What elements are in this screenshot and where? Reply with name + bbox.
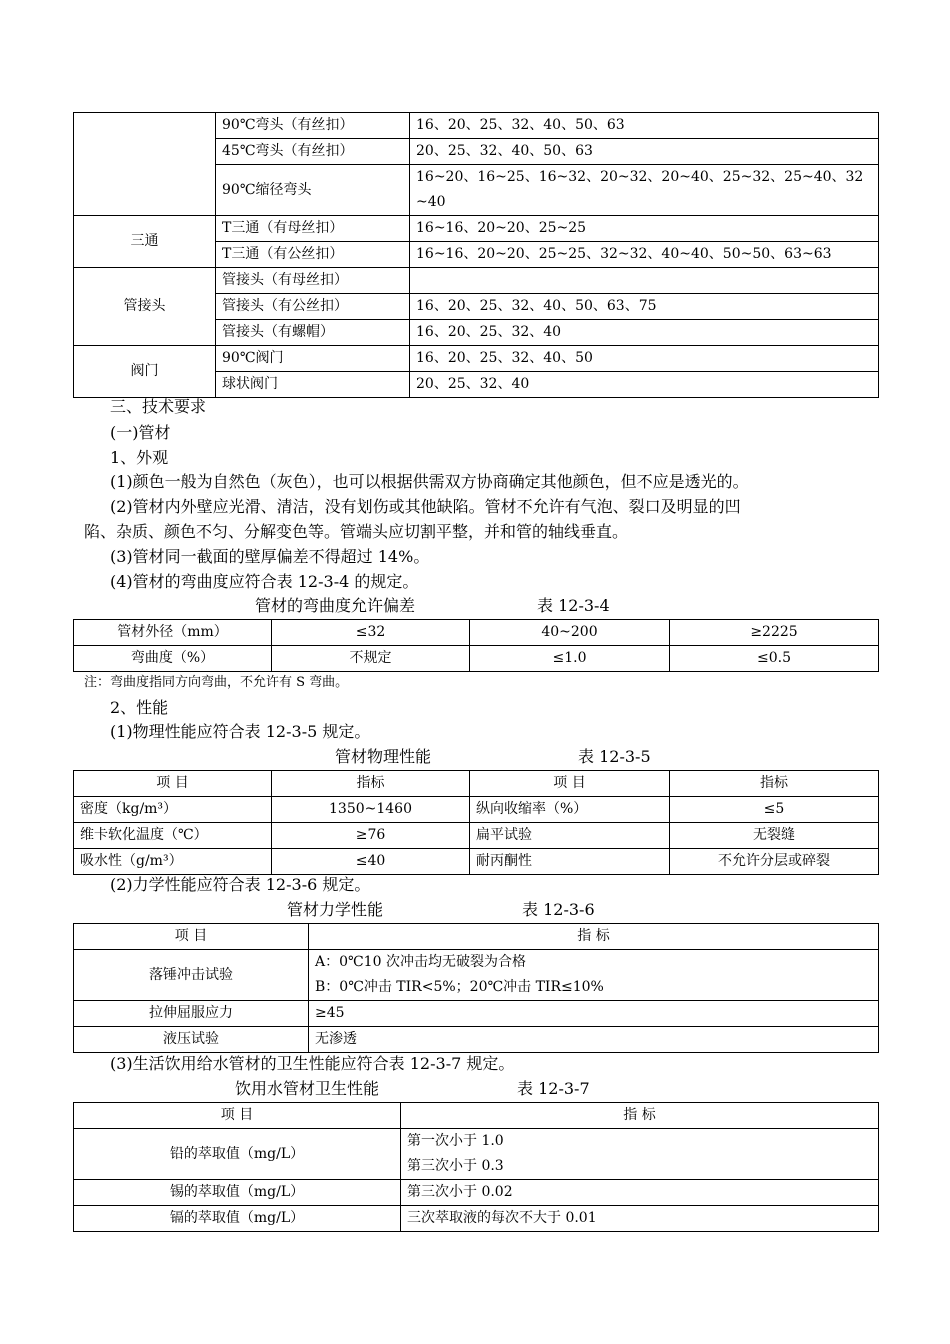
table-row <box>74 924 879 950</box>
table-cell: 1350~1460 <box>272 797 470 823</box>
paragraph: (2)管材内外壁应光滑、清洁，没有划伤或其他缺陷。管材不允许有气泡、裂口及明显的凹 <box>110 497 741 516</box>
table-cell: 不允许分层或碎裂 <box>670 849 879 875</box>
table-cell: 三次萃取液的每次不大于 0.01 <box>401 1206 879 1232</box>
table-cell: 无裂缝 <box>670 823 879 849</box>
header-cell: 项 目 <box>74 924 309 950</box>
table-number: 表 12-3-7 <box>517 1079 590 1098</box>
header-cell: 指标 <box>272 771 470 797</box>
table-cell: 第三次小于 0.02 <box>401 1180 879 1206</box>
table-row <box>74 1103 879 1129</box>
table-cell: ≤0.5 <box>670 646 879 672</box>
table-caption: 管材力学性能 <box>287 900 384 919</box>
table-cell <box>401 1129 879 1180</box>
table-cell: 无渗透 <box>309 1027 879 1053</box>
fitting-spec: 16~20、16~25、16~32、20~32、20~40、25~32、25~40、32~40 <box>410 165 879 216</box>
category-tee: 三通 <box>74 216 216 268</box>
header-cell: ≤32 <box>272 620 470 646</box>
table-caption: 管材的弯曲度允许偏差 <box>255 596 416 615</box>
table-row <box>74 620 879 646</box>
lead-first: 第一次小于 1.0 <box>407 1133 504 1149</box>
fitting-name: 90℃缩径弯头 <box>216 165 410 216</box>
table-number: 表 12-3-5 <box>578 747 651 766</box>
table-cell: ≥45 <box>309 1001 879 1027</box>
table-cell: 纵向收缩率（%） <box>470 797 670 823</box>
fitting-spec: 16、20、25、32、40、50、63、75 <box>410 294 879 320</box>
fitting-spec <box>410 268 879 294</box>
paragraph: (3)管材同一截面的壁厚偏差不得超过 14%。 <box>110 547 430 566</box>
table-cell: 落锤冲击试验 <box>74 950 309 1001</box>
table-cell: 拉伸屈服应力 <box>74 1001 309 1027</box>
fitting-name: T三通（有公丝扣） <box>216 242 410 268</box>
fittings-table <box>73 112 879 398</box>
fitting-spec: 16、20、25、32、40 <box>410 320 879 346</box>
table-caption: 管材物理性能 <box>335 747 432 766</box>
paragraph: (3)生活饮用给水管材的卫生性能应符合表 12-3-7 规定。 <box>110 1054 515 1073</box>
header-cell: 指 标 <box>309 924 879 950</box>
fitting-spec: 16~16、20~20、25~25 <box>410 216 879 242</box>
table-row <box>74 1206 879 1232</box>
table-cell: 锡的萃取值（mg/L） <box>74 1180 401 1206</box>
table-number: 表 12-3-6 <box>522 900 595 919</box>
table-cell: ≤40 <box>272 849 470 875</box>
table-cell: 扁平试验 <box>470 823 670 849</box>
table-cell: ≥76 <box>272 823 470 849</box>
fitting-spec: 16、20、25、32、40、50、63 <box>410 113 879 139</box>
section-heading: 三、技术要求 <box>110 397 207 416</box>
table-number: 表 12-3-4 <box>537 596 610 615</box>
table-row <box>74 113 879 139</box>
category-valve: 阀门 <box>74 346 216 398</box>
header-cell: ≥2225 <box>670 620 879 646</box>
paragraph: (2)力学性能应符合表 12-3-6 规定。 <box>110 875 371 894</box>
fitting-name: 45℃弯头（有丝扣） <box>216 139 410 165</box>
table-row <box>74 849 879 875</box>
drop-test-b: B：0℃冲击 TIR<5%；20℃冲击 TIR≤10% <box>315 979 604 995</box>
table-caption: 饮用水管材卫生性能 <box>235 1079 380 1098</box>
paragraph: 陷、杂质、颜色不匀、分解变色等。管端头应切割平整，并和管的轴线垂直。 <box>84 522 629 541</box>
table-cell: 吸水性（g/m³） <box>74 849 272 875</box>
paragraph: (1)物理性能应符合表 12-3-5 规定。 <box>110 722 371 741</box>
header-cell: 管材外径（mm） <box>74 620 272 646</box>
table-row <box>74 1180 879 1206</box>
lead-third: 第三次小于 0.3 <box>407 1158 504 1174</box>
fitting-name: 管接头（有母丝扣） <box>216 268 410 294</box>
fitting-name: 90℃弯头（有丝扣） <box>216 113 410 139</box>
item-heading: 1、外观 <box>110 448 169 467</box>
header-cell: 项 目 <box>74 1103 401 1129</box>
table-cell <box>309 950 879 1001</box>
table-row <box>74 268 879 294</box>
header-cell: 指标 <box>670 771 879 797</box>
header-cell: 项 目 <box>470 771 670 797</box>
hygiene-properties-table <box>73 1102 879 1232</box>
fitting-name: 90℃阀门 <box>216 346 410 372</box>
drop-test-a: A：0℃10 次冲击均无破裂为合格 <box>315 954 526 970</box>
header-cell: 40~200 <box>470 620 670 646</box>
table-cell: 维卡软化温度（℃） <box>74 823 272 849</box>
physical-properties-table <box>73 770 879 875</box>
category-cell-empty <box>74 113 216 216</box>
paragraph: (1)颜色一般为自然色（灰色），也可以根据供需双方协商确定其他颜色，但不应是透光的。 <box>110 472 749 491</box>
table-row <box>74 346 879 372</box>
item-heading: 2、性能 <box>110 698 169 717</box>
table-cell: 弯曲度（%） <box>74 646 272 672</box>
table-cell: 密度（kg/m³） <box>74 797 272 823</box>
table-cell: 液压试验 <box>74 1027 309 1053</box>
table-row <box>74 797 879 823</box>
table-note: 注：弯曲度指同方向弯曲，不允许有 S 弯曲。 <box>84 675 349 690</box>
header-cell: 项 目 <box>74 771 272 797</box>
table-cell: 耐丙酮性 <box>470 849 670 875</box>
mechanical-properties-table <box>73 923 879 1053</box>
fitting-name: 管接头（有螺帽） <box>216 320 410 346</box>
fitting-name: T三通（有母丝扣） <box>216 216 410 242</box>
table-row <box>74 646 879 672</box>
table-row <box>74 950 879 1001</box>
table-row <box>74 1001 879 1027</box>
bending-table <box>73 619 879 672</box>
table-cell: ≤1.0 <box>470 646 670 672</box>
table-cell: ≤5 <box>670 797 879 823</box>
table-row <box>74 771 879 797</box>
fitting-spec: 20、25、32、40 <box>410 372 879 398</box>
fitting-spec: 16、20、25、32、40、50 <box>410 346 879 372</box>
table-cell: 镉的萃取值（mg/L） <box>74 1206 401 1232</box>
fitting-name: 管接头（有公丝扣） <box>216 294 410 320</box>
table-row <box>74 1129 879 1180</box>
fitting-spec: 20、25、32、40、50、63 <box>410 139 879 165</box>
paragraph: (4)管材的弯曲度应符合表 12-3-4 的规定。 <box>110 572 419 591</box>
table-row <box>74 823 879 849</box>
header-cell: 指 标 <box>401 1103 879 1129</box>
subsection-heading: (一)管材 <box>110 423 171 442</box>
fitting-spec: 16~16、20~20、25~25、32~32、40~40、50~50、63~63 <box>410 242 879 268</box>
table-cell: 铅的萃取值（mg/L） <box>74 1129 401 1180</box>
table-cell: 不规定 <box>272 646 470 672</box>
table-row <box>74 1027 879 1053</box>
table-row <box>74 216 879 242</box>
category-coupling: 管接头 <box>74 268 216 346</box>
fitting-name: 球状阀门 <box>216 372 410 398</box>
